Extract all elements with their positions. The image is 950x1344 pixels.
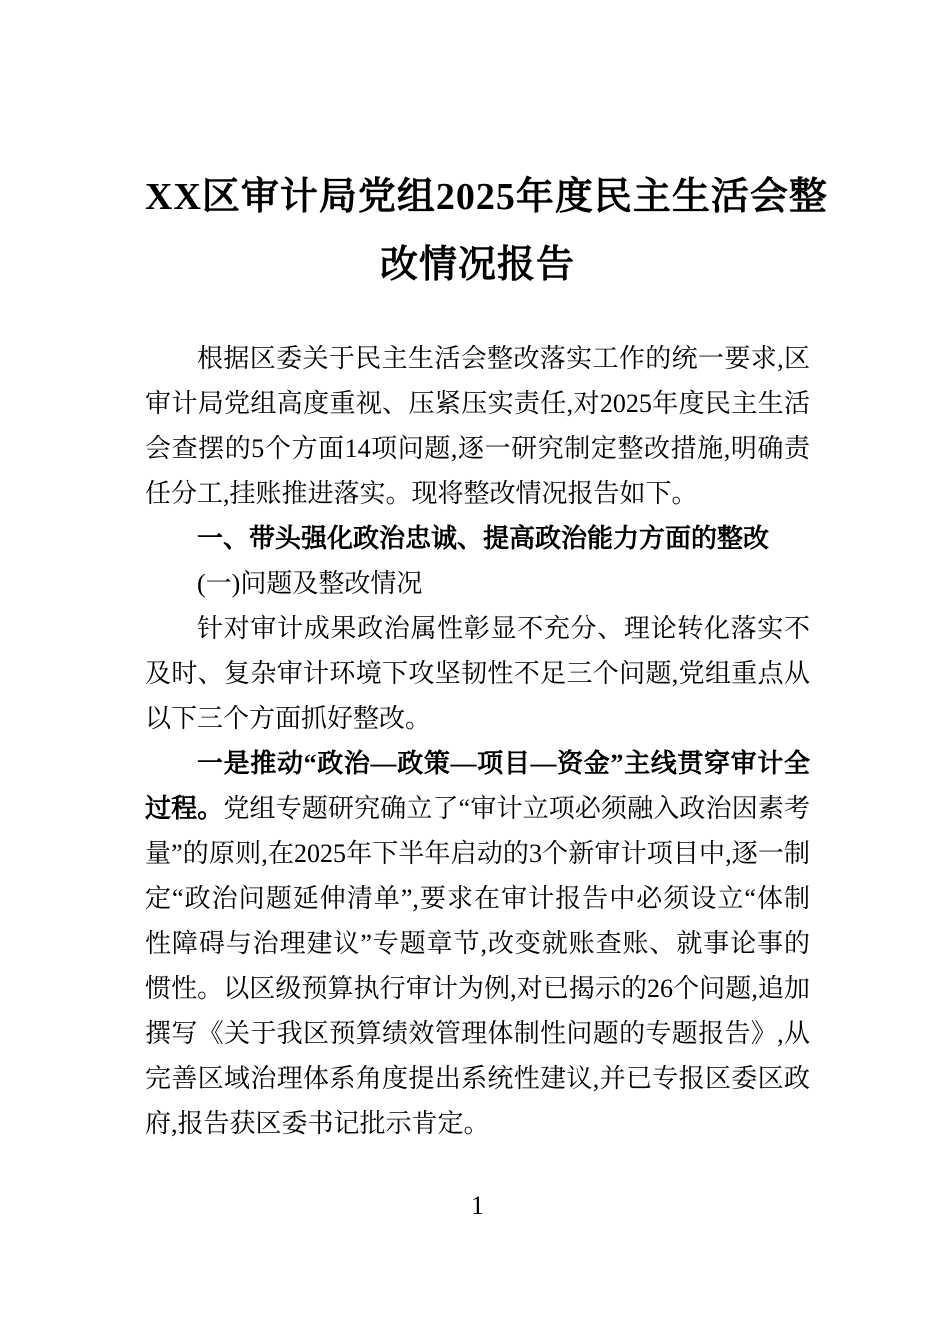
page-number: 1 — [471, 1191, 484, 1220]
document-title — [145, 163, 828, 299]
page-content — [145, 0, 828, 1146]
section1-subheading: (一)问题及整改情况 — [197, 569, 423, 598]
document-title-line2: 改情况报告 — [379, 244, 575, 286]
document-body — [145, 336, 810, 1146]
section1-paragraph1: 针对审计成果政治属性彰显不充分、理论转化落实不及时、复杂审计环境下攻坚韧性不足三个问题,党组重点从以下三个方面抓好整改。 — [145, 614, 810, 733]
intro-paragraph: 根据区委关于民主生活会整改落实工作的统一要求,区审计局党组高度重视、压紧压实责任,对2025年度民主生活会查摆的5个方面14项问题,逐一研究制定整改措施,明确责任分工,挂账推进落实。现将整改情况报告如下。 — [145, 344, 810, 508]
section1-heading: 一、带头强化政治忠诚、提高政治能力方面的整改 — [197, 523, 770, 553]
section1-item1-lead: 一是推动“政治—政策—项目—资金”主线贯穿审计全过程。 — [145, 749, 810, 823]
document-title-line1: XX区审计局党组2025年度民主生活会整 — [145, 176, 828, 218]
section1-item1-paragraph — [145, 741, 810, 1146]
section1-item1-body: 党组专题研究确立了“审计立项必须融入政治因素考量”的原则,在2025年下半年启动的3个新审计项目中,逐一制定“政治问题延伸清单”,要求在审计报告中必须设立“体制性障碍与治理建议”专题章节,改变就账查账、就事论事的惯性。以区级预算执行审计为例,对已揭示的26个问题,追加撰写《关于我区预算绩效管理体制性问题的专题报告》,从完善区域治理体系角度提出系统性建议,并已专报区委区政府,报告获区委书记批示肯定。 — [145, 794, 810, 1138]
